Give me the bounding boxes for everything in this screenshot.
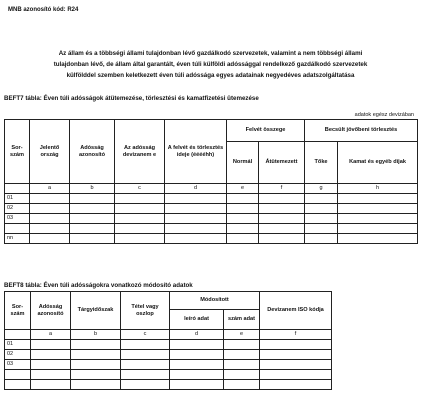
t8-header-leiro: leíró adat: [170, 310, 224, 330]
table8-title: BEFT8 tábla: Éven túli adósságokra vonatkozó módosító adatok: [4, 282, 193, 289]
table-row: [5, 204, 418, 214]
table-row: [5, 360, 332, 370]
intro-line-3: külfölddel szemben keletkezett éven túli adóssága egyes adatainak negyedéves adatszolgáltatása: [66, 72, 355, 79]
t7-letter-a: a: [30, 184, 70, 194]
t8-header-sorszam: Sor-szám: [5, 292, 31, 330]
intro-line-1: Az állam és a többségi állami tulajdonban lévő gazdálkodó szervezetek, valamint a nem többségi állami: [58, 50, 363, 57]
t7-header-kamat: Kamat és egyéb díjak: [338, 142, 418, 184]
t8-header-tetel: Tétel vagy oszlop: [121, 292, 170, 330]
t8-header-modositott: Módosított: [170, 292, 260, 310]
table-row: [5, 380, 332, 390]
t7-row-label: 01: [5, 194, 30, 204]
t8-header-adossag: Adósság azonosító: [31, 292, 71, 330]
t8-header-devizanem-iso: Devizanem ISO kódja: [260, 292, 332, 330]
t7-header-normal: Normál: [227, 142, 259, 184]
t8-header-targyidoszak: Tárgyidőszak: [71, 292, 121, 330]
t7-header-felvet-ido: A felvét és törlesztés ideje (ééééhh): [165, 120, 227, 184]
table-row: [5, 340, 332, 350]
t7-header-sorszam: Sor-szám: [5, 120, 30, 184]
t7-header-becsult: Becsült jövőbeni törlesztés: [305, 120, 418, 142]
t7-header-atutemezett: Átütemezett: [259, 142, 305, 184]
t7-letter-f: f: [259, 184, 305, 194]
table-row: [5, 194, 418, 204]
intro-text: [8, 48, 413, 81]
t7-header-felvet-osszege: Felvét összege: [227, 120, 305, 142]
t8-row-label: 01: [5, 340, 31, 350]
t8-letter-a: a: [31, 330, 71, 340]
table-row: [5, 224, 418, 234]
t8-letter-c: c: [121, 330, 170, 340]
t7-row-label: 02: [5, 204, 30, 214]
t7-row-label: 03: [5, 214, 30, 224]
t8-letter-d: d: [170, 330, 224, 340]
t7-letter-g: g: [305, 184, 338, 194]
t8-letter-blank: [5, 330, 31, 340]
t8-letter-e: e: [224, 330, 260, 340]
t7-header-jelento: Jelentő ország: [30, 120, 70, 184]
t7-header-adossag: Adósság azonosító: [70, 120, 115, 184]
t8-row-label: [5, 380, 31, 390]
table-row: [5, 234, 418, 244]
t8-letter-f: f: [260, 330, 332, 340]
table8: [4, 291, 332, 390]
table-row: [5, 350, 332, 360]
t7-header-devizanem: Az adósság devizanem e: [115, 120, 165, 184]
t7-row-label: nn: [5, 234, 30, 244]
t7-header-toke: Tőke: [305, 142, 338, 184]
t7-letter-d: d: [165, 184, 227, 194]
t7-letter-c: c: [115, 184, 165, 194]
t7-letter-b: b: [70, 184, 115, 194]
intro-line-2: tulajdonban lévő, de állam által garantált, éven túli külföldi adóssággal rendelkező gazdálkodó szervezetek: [53, 61, 368, 68]
table7-unit: adatok egész devizában: [354, 112, 414, 118]
table7-title: BEFT7 tábla: Éven túli adósságok átütemezése, törlesztési és kamatfizetési ütemezése: [4, 95, 259, 102]
t7-letter-h: h: [338, 184, 418, 194]
t7-letter-blank: [5, 184, 30, 194]
t7-row-label: [5, 224, 30, 234]
t8-row-label: 03: [5, 360, 31, 370]
table-row: [5, 214, 418, 224]
mnb-code-label: MNB azonosító kód: R24: [8, 7, 79, 13]
table-row: [5, 370, 332, 380]
t8-letter-b: b: [71, 330, 121, 340]
t8-row-label: 02: [5, 350, 31, 360]
t8-row-label: [5, 370, 31, 380]
t7-letter-e: e: [227, 184, 259, 194]
t8-header-szam: szám adat: [224, 310, 260, 330]
table7: [4, 119, 418, 244]
